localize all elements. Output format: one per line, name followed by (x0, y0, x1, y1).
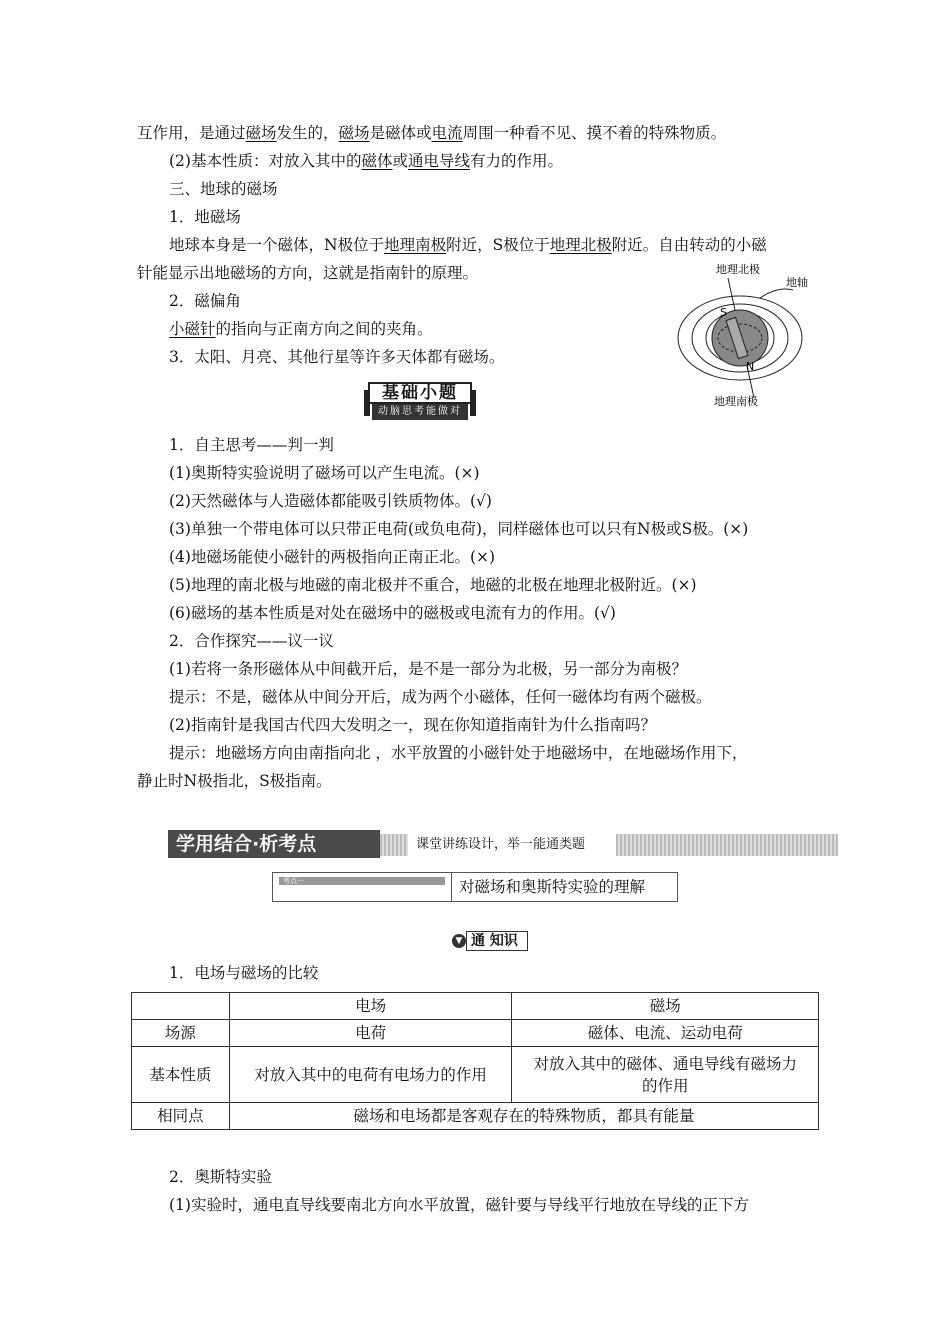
underlined-blank: 磁体 (361, 152, 393, 170)
text-line (169, 546, 495, 568)
banner1-title: 基础小题 (368, 382, 472, 404)
table-header-row (132, 993, 819, 1020)
text-line (169, 434, 334, 456)
figure-label-axis: 地轴 (786, 276, 808, 289)
text-span: 或 (392, 152, 408, 170)
text-line (169, 602, 616, 624)
text-line (169, 234, 767, 256)
text-span: 2．磁偏角 (169, 292, 241, 310)
tongzhishi-label: 通 知识 (466, 931, 528, 951)
figure-pole-s: S (720, 306, 727, 319)
basic-questions-banner (368, 382, 472, 424)
text-line (169, 686, 712, 708)
text-span: (6)磁场的基本性质是对处在磁场中的磁极或电流有力的作用。(√) (169, 604, 616, 622)
kaodian-title: 对磁场和奥斯特实验的理解 (459, 878, 646, 896)
text-span: 针能显示出地磁场的方向，这就是指南针的原理。 (137, 264, 479, 282)
text-line (169, 490, 492, 512)
text-span: 发生的， (276, 124, 339, 142)
underlined-blank: 小磁针 (169, 320, 216, 338)
table-row (132, 1020, 819, 1047)
text-line (169, 1194, 749, 1216)
text-line (169, 346, 504, 368)
text-span: (4)地磁场能使小磁针的两极指向正南正北。(×) (169, 548, 496, 566)
text-line (137, 262, 478, 284)
comparison-table (131, 992, 819, 1130)
text-line (169, 574, 697, 596)
table-row (132, 1047, 819, 1103)
text-line (169, 962, 318, 984)
text-line (169, 462, 480, 484)
underlined-blank: 磁场 (245, 124, 277, 142)
table-cell: 场源 (132, 1020, 230, 1047)
tongzhishi-badge (452, 931, 530, 953)
text-span: 有力的作用。 (470, 152, 564, 170)
arrow-down-icon: ▼ (452, 934, 466, 948)
banner2-title: 学用结合·析考点 (168, 830, 380, 858)
text-span: 静止时N极指北，S极指南。 (137, 772, 332, 790)
text-span: 三、地球的磁场 (169, 180, 278, 198)
text-line (137, 770, 332, 792)
text-line (169, 206, 241, 228)
text-span: 3．太阳、月亮、其他行星等许多天体都有磁场。 (169, 348, 505, 366)
text-span: 互作用，是通过 (137, 124, 246, 142)
figure-label-north: 地理北极 (716, 263, 760, 276)
text-span: 的指向与正南方向之间的夹角。 (215, 320, 433, 338)
underlined-blank: 电流 (431, 124, 463, 142)
table-header-cell: 磁场 (512, 993, 819, 1020)
text-span: 周围一种看不见、摸不着的特殊物质。 (462, 124, 727, 142)
text-span: 提示：不是，磁体从中间分开后，成为两个小磁体，任何一磁体均有两个磁极。 (169, 688, 712, 706)
figure-label-south: 地理南极 (714, 395, 758, 408)
underlined-blank: 地理北极 (549, 236, 612, 254)
text-span: (1)实验时，通电直导线要南北方向水平放置，磁针要与导线平行地放在导线的正下方 (169, 1196, 749, 1214)
text-span: 1．地磁场 (169, 208, 241, 226)
figure-pole-n: N (746, 360, 755, 373)
kaodian-tag: 考点一 (279, 877, 445, 885)
text-span: 地球本身是一个磁体，N极位于 (169, 236, 385, 254)
text-span: 2．奥斯特实验 (169, 1168, 272, 1186)
underlined-blank: 磁场 (338, 124, 370, 142)
text-line (169, 518, 748, 540)
earth-magnetic-field-figure (668, 258, 818, 408)
text-line (169, 742, 747, 764)
text-line (169, 1166, 272, 1188)
text-line (137, 122, 726, 144)
text-line (169, 658, 687, 680)
banner2-subtitle: 课堂讲练设计，举一能通类题 (408, 834, 616, 856)
table-cell: 电荷 (229, 1020, 512, 1047)
text-line (169, 630, 334, 652)
text-span: 提示：地磁场方向由南指向北 ，水平放置的小磁针处于地磁场中，在地磁场作用下， (169, 744, 748, 762)
text-span: (3)单独一个带电体可以只带正电荷(或负电荷)，同样磁体也可以只有N极或S极。(×) (169, 520, 749, 538)
text-span: 附近。自由转动的小磁 (611, 236, 767, 254)
table-cell: 对放入其中的电荷有电场力的作用 (229, 1047, 512, 1103)
table-cell: 磁体、电流、运动电荷 (512, 1020, 819, 1047)
table-cell: 相同点 (132, 1103, 230, 1130)
text-span: 2．合作探究——议一议 (169, 632, 334, 650)
text-line (169, 714, 656, 736)
text-span: 是磁体或 (369, 124, 432, 142)
table-cell: 对放入其中的磁体、通电导线有磁场力的作用 (512, 1047, 819, 1103)
text-span: (5)地理的南北极与地磁的南北极并不重合，地磁的北极在地理北极附近。(×) (169, 576, 697, 594)
text-span: 附近，S极位于 (446, 236, 550, 254)
text-span: (1)奥斯特实验说明了磁场可以产生电流。(×) (169, 464, 480, 482)
banner1-subtitle: 动脑思考能做对 (372, 404, 468, 420)
kaodian-box (272, 872, 678, 902)
table-row (132, 1103, 819, 1130)
table-header-cell: 电场 (229, 993, 512, 1020)
text-span: (1)若将一条形磁体从中间截开后，是不是一部分为北极，另一部分为南极？ (169, 660, 687, 678)
text-span: (2)指南针是我国古代四大发明之一，现在你知道指南针为什么指南吗？ (169, 716, 656, 734)
text-line (169, 150, 563, 172)
section-banner (168, 830, 838, 858)
text-span: (2)天然磁体与人造磁体都能吸引铁质物体。(√) (169, 492, 492, 510)
text-line (169, 318, 433, 340)
text-line (169, 178, 278, 200)
table-cell: 基本性质 (132, 1047, 230, 1103)
underlined-blank: 通电导线 (408, 152, 471, 170)
table-header-cell (132, 993, 230, 1020)
underlined-blank: 地理南极 (384, 236, 447, 254)
text-span: 1．自主思考——判一判 (169, 436, 334, 454)
table-cell: 磁场和电场都是客观存在的特殊物质，都具有能量 (229, 1103, 818, 1130)
text-span: (2)基本性质：对放入其中的 (169, 152, 362, 170)
text-span: 1．电场与磁场的比较 (169, 964, 319, 982)
text-line (169, 290, 241, 312)
